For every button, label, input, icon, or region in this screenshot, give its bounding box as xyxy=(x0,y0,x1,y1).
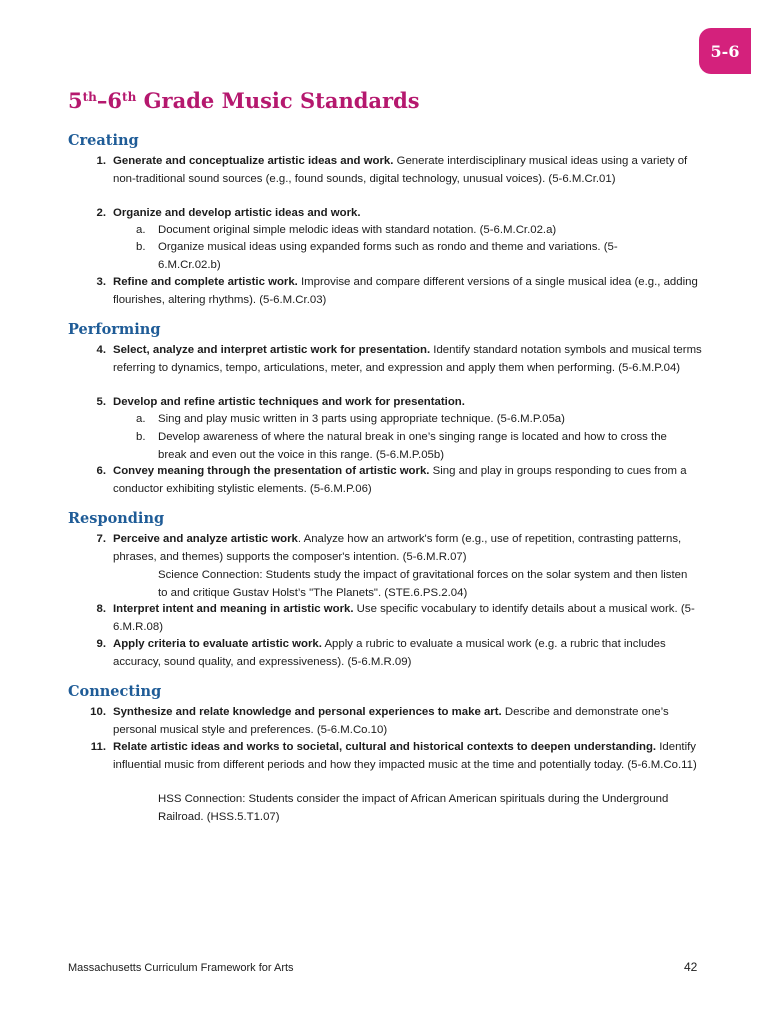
page-number: 42 xyxy=(684,960,698,974)
sub-letter: b. xyxy=(136,241,146,253)
section-heading-performing: Performing xyxy=(68,321,161,338)
item-bold: Select, analyze and interpret artistic work for presentation. xyxy=(113,344,431,356)
standard-item-2 xyxy=(86,205,706,223)
sub-letter: a. xyxy=(136,413,146,425)
item-text xyxy=(113,531,706,566)
standard-item-7 xyxy=(86,531,706,566)
item-number: 1. xyxy=(96,155,106,167)
item-body: Describe and demonstrate one’s personal musical style and preferences. (5-6.M.Co.10) xyxy=(113,706,669,736)
item-bold: Perceive and analyze artistic work xyxy=(113,533,298,545)
item-bold: Apply criteria to evaluate artistic work. xyxy=(113,638,322,650)
sub-text: Develop awareness of where the natural break in one’s singing range is located and how to cross the break and even out the voice in this range. (5-6.M.P.05b) xyxy=(158,431,667,461)
standard-item-5 xyxy=(86,394,706,412)
item-number: 11. xyxy=(90,741,106,753)
item-bold: Develop and refine artistic techniques and work for presentation. xyxy=(113,396,465,408)
sub-text: Organize musical ideas using expanded forms such as rondo and theme and variations. (5-6.M.Cr.02.b) xyxy=(158,241,618,271)
item-body: Generate interdisciplinary musical ideas using a variety of non-traditional sound sources (e.g., found sounds, digital technology, unusual voices). (5-6.M.Cr.01) xyxy=(113,155,688,185)
science-connection-note: Science Connection: Students study the impact of gravitational forces on the solar system and then listen to and critique Gustav Holst’s "The Planets". (STE.6.PS.2.04) xyxy=(158,569,688,599)
item-number: 2. xyxy=(96,207,106,219)
title-superscript-2: th xyxy=(122,90,137,104)
item-bold: Convey meaning through the presentation of artistic work. xyxy=(113,465,430,477)
standard-item-9 xyxy=(86,636,706,671)
item-number: 7. xyxy=(96,533,106,545)
item-number: 5. xyxy=(96,396,106,408)
item-body: Use specific vocabulary to identify details about a musical work. (5-6.M.R.08) xyxy=(113,603,695,633)
title-superscript-1: th xyxy=(82,90,97,104)
item-text xyxy=(113,636,706,671)
hss-connection-note: HSS Connection: Students consider the impact of African American spirituals during the Underground Railroad. (HSS.5.T1.07) xyxy=(158,793,669,823)
standard-item-8 xyxy=(86,601,706,636)
footer-source: Massachusetts Curriculum Framework for Arts xyxy=(68,962,294,974)
item-number: 10. xyxy=(90,706,106,718)
item-number: 6. xyxy=(96,465,106,477)
sub-item-5b xyxy=(136,429,676,464)
standard-item-10 xyxy=(86,704,706,739)
item-text xyxy=(113,274,706,309)
item-text xyxy=(113,601,706,636)
item-number: 9. xyxy=(96,638,106,650)
item-body: Apply a rubric to evaluate a musical work (e.g. a rubric that includes accuracy, sound quality, and expressiveness). (5-6.M.R.09) xyxy=(113,638,666,668)
item-body: Sing and play in groups responding to cues from a conductor exhibiting stylistic elements. (5-6.M.P.06) xyxy=(113,465,687,495)
item-body: Identify standard notation symbols and musical terms referring to dynamics, tempo, articulations, meter, and expression and apply them when performing. (5-6.M.P.04) xyxy=(113,344,702,374)
item-text xyxy=(113,739,706,774)
item-bold: Relate artistic ideas and works to societal, cultural and historical contexts to deepen understanding. xyxy=(113,741,657,753)
title-dash: – xyxy=(96,88,108,113)
item-bold: Generate and conceptualize artistic ideas and work. xyxy=(113,155,394,167)
sub-letter: a. xyxy=(136,224,146,236)
sub-item-2a xyxy=(136,222,676,240)
sub-letter: b. xyxy=(136,431,146,443)
item-text xyxy=(113,704,706,739)
item-text xyxy=(113,342,706,377)
sub-item-2b xyxy=(136,239,676,274)
page-title xyxy=(68,88,420,113)
sub-text: Document original simple melodic ideas with standard notation. (5-6.M.Cr.02.a) xyxy=(158,224,557,236)
item-number: 3. xyxy=(96,276,106,288)
standard-item-11 xyxy=(86,739,706,774)
standard-item-3 xyxy=(86,274,706,309)
item-bold: Interpret intent and meaning in artistic work. xyxy=(113,603,354,615)
title-grade-start: 5 xyxy=(68,88,83,113)
item-text xyxy=(113,394,706,412)
item-bold: Refine and complete artistic work. xyxy=(113,276,298,288)
standard-item-6 xyxy=(86,463,706,498)
standard-item-4 xyxy=(86,342,706,377)
title-text: Grade Music Standards xyxy=(136,88,420,113)
item-number: 4. xyxy=(96,344,106,356)
item-body: Identify influential music from different periods and how they impacted music at the time and potentially today. (5-6.M.Co.11) xyxy=(113,741,697,771)
section-heading-responding: Responding xyxy=(68,510,165,527)
item-body: . Analyze how an artwork's form (e.g., use of repetition, contrasting patterns, phrases, and themes) supports the composer's intention. (5-6.M.R.07) xyxy=(113,533,682,563)
sub-item-5a xyxy=(136,411,676,429)
item-text xyxy=(113,205,706,223)
grade-badge: 5-6 xyxy=(699,28,751,74)
sub-text: Sing and play music written in 3 parts using appropriate technique. (5-6.M.P.05a) xyxy=(158,413,565,425)
item-number: 8. xyxy=(96,603,106,615)
section-heading-connecting: Connecting xyxy=(68,683,162,700)
item-text xyxy=(113,153,706,188)
title-grade-end: 6 xyxy=(107,88,123,113)
item-bold: Synthesize and relate knowledge and personal experiences to make art. xyxy=(113,706,502,718)
standard-item-1 xyxy=(86,153,706,188)
item-body: Improvise and compare different versions of a single musical idea (e.g., adding flourishes, altering rhythms). (5-6.M.Cr.03) xyxy=(113,276,698,306)
section-heading-creating: Creating xyxy=(68,132,139,149)
item-bold: Organize and develop artistic ideas and work. xyxy=(113,207,361,219)
item-text xyxy=(113,463,706,498)
